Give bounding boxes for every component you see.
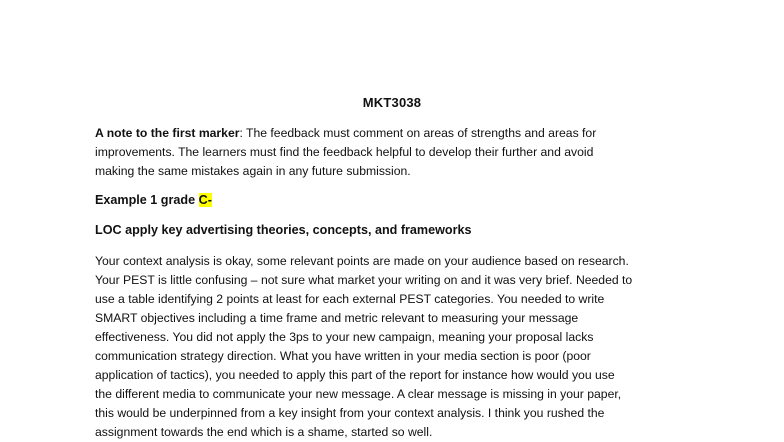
feedback-line: this would be underpinned from a key insight from your context analysis. I think you rushed the xyxy=(95,406,605,420)
feedback-line: Your context analysis is okay, some relevant points are made on your audience based on research. xyxy=(95,254,629,268)
example-label: Example 1 grade xyxy=(95,193,199,207)
example-heading xyxy=(95,193,212,207)
intro-line-2: improvements. The learners must find the feedback helpful to develop their further and avoid xyxy=(95,145,594,159)
document-title: MKT3038 xyxy=(362,95,422,110)
feedback-line: communication strategy direction. What you have written in your media section is poor (poor xyxy=(95,349,591,363)
loc-heading: LOC apply key advertising theories, concepts, and frameworks xyxy=(95,223,472,237)
feedback-line: Your PEST is little confusing – not sure what market your writing on and it was very brief. Needed to xyxy=(95,273,633,287)
feedback-line: SMART objectives including a time frame and metric relevant to measuring your message xyxy=(95,311,579,325)
feedback-line: application of tactics), you needed to apply this part of the report for instance how would you use xyxy=(95,368,615,382)
intro-text-1: : The feedback must comment on areas of strengths and areas for xyxy=(239,126,597,140)
feedback-line: the different media to communicate your new message. A clear message is missing in your paper, xyxy=(95,387,622,401)
intro-lead: A note to the first marker xyxy=(95,126,240,140)
feedback-paragraph xyxy=(95,252,695,442)
grade-highlight: C- xyxy=(198,193,212,207)
intro-line-3: making the same mistakes again in any future submission. xyxy=(95,164,411,178)
intro-line-1 xyxy=(95,124,695,143)
feedback-line: assignment towards the end which is a shame, started so well. xyxy=(95,425,433,439)
intro-note xyxy=(95,124,695,181)
feedback-line: use a table identifying 2 points at least for each external PEST categories. You needed to write xyxy=(95,292,605,306)
feedback-line: effectiveness. You did not apply the 3ps to your new campaign, meaning your proposal lacks xyxy=(95,330,594,344)
